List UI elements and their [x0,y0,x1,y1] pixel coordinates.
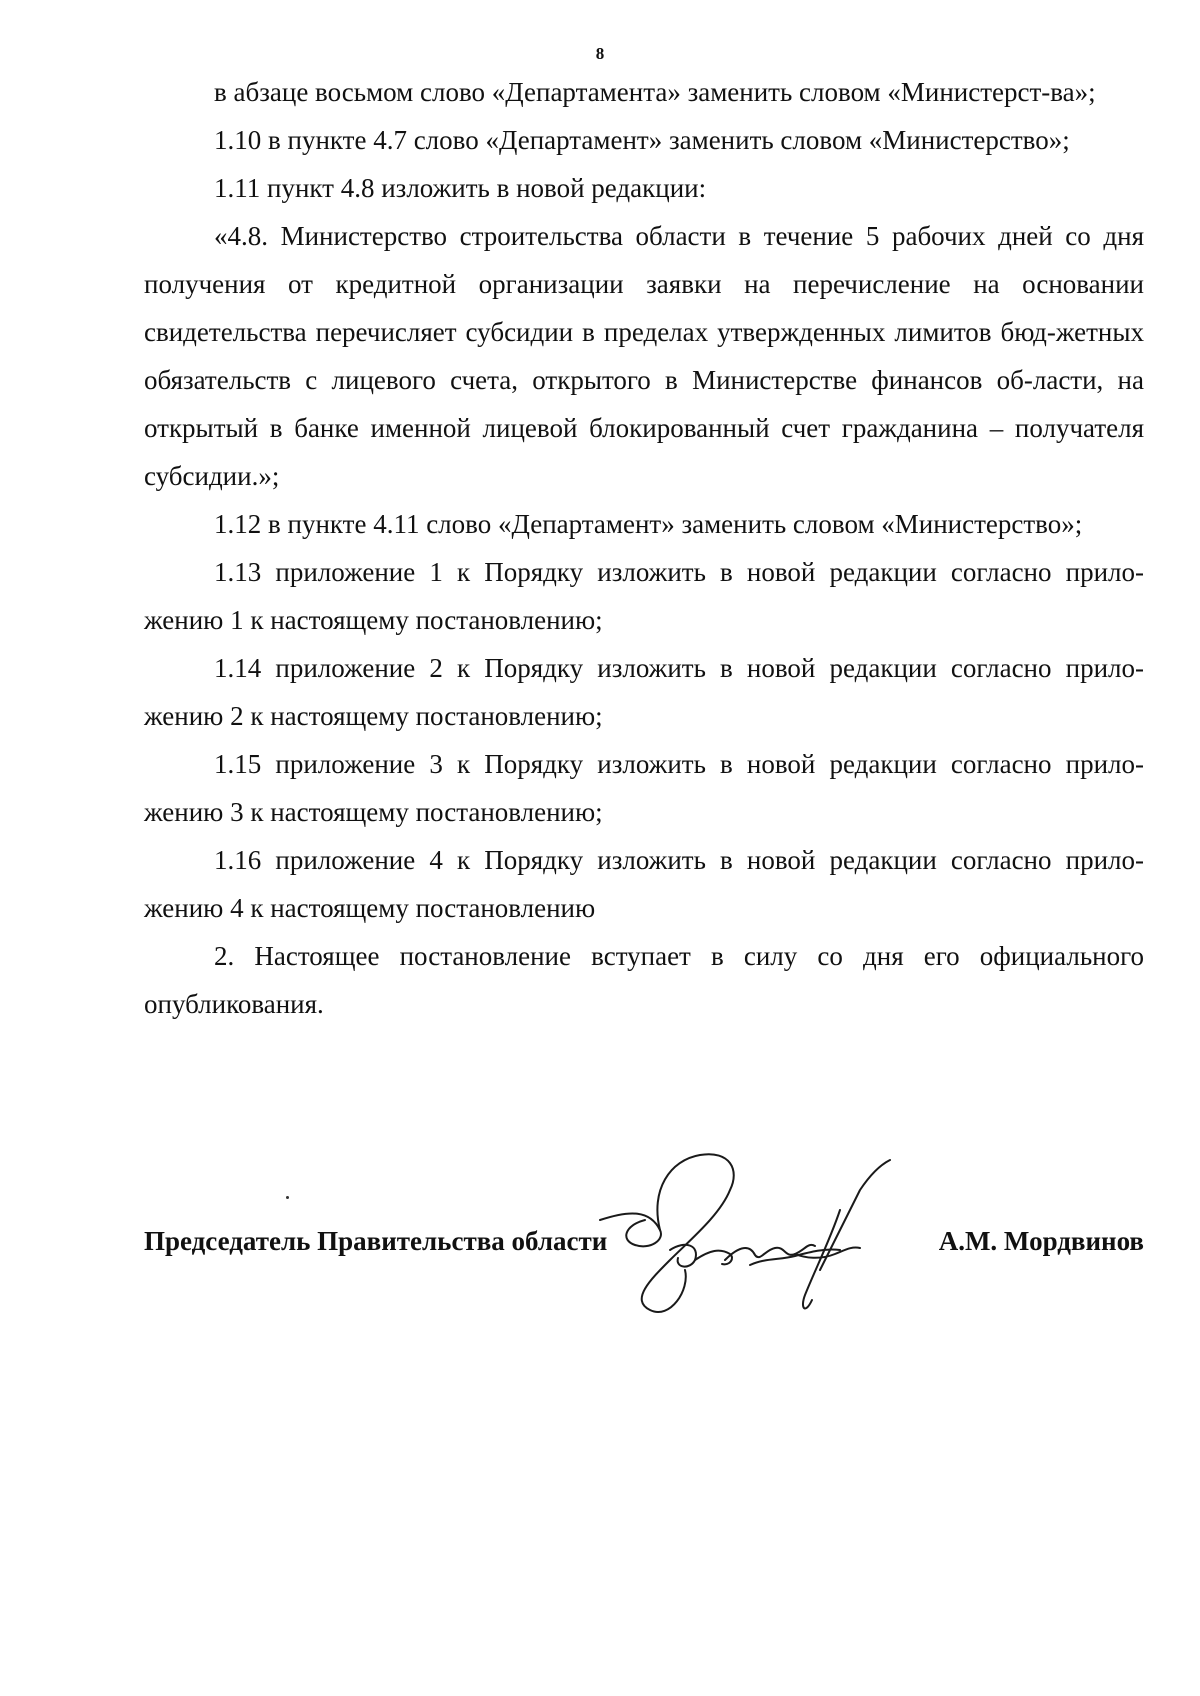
signer-name: А.М. Мордвинов [938,1226,1144,1256]
signer-title: Председатель Правительства области [144,1226,608,1256]
paragraph-4-8-new-text: «4.8. Министерство строительства области в течение 5 рабочих дней со дня получения от кредитной организации заявки на перечисление на основании свидетельства перечисляет субсидии в пределах утвержденных лимитов бюд-жетных обязательств с лицевого счета, открытого в Министерстве финансов об-ласти, на открытый в банке именной лицевой блокированный счет гражданина – получателя субсидии.»; [144,221,1144,491]
handwritten-signature [590,1150,950,1350]
paragraph-1-13: 1.13 приложение 1 к Порядку изложить в новой редакции согласно прило-жению 1 к настоящему постановлению; [144,557,1144,635]
paragraph-1-11: 1.11 пункт 4.8 изложить в новой редакции: [214,173,707,203]
scan-speck [286,1196,289,1199]
paragraph-1-12: 1.12 в пункте 4.11 слово «Департамент» заменить словом «Министерство»; [214,509,1083,539]
paragraph-1-16: 1.16 приложение 4 к Порядку изложить в новой редакции согласно прило-жению 4 к настоящему постановлению [144,845,1144,923]
paragraph-1-14: 1.14 приложение 2 к Порядку изложить в новой редакции согласно прило-жению 2 к настоящему постановлению; [144,653,1144,731]
document-body [144,68,1144,1028]
paragraph-2-effective-date: 2. Настоящее постановление вступает в силу со дня его официального опубликования. [144,941,1144,1019]
paragraph-1-10: 1.10 в пункте 4.7 слово «Департамент» заменить словом «Министерство»; [214,125,1070,155]
paragraph-1-15: 1.15 приложение 3 к Порядку изложить в новой редакции согласно прило-жению 3 к настоящему постановлению; [144,749,1144,827]
page-number: 8 [595,44,605,63]
paragraph-replace-department-word: в абзаце восьмом слово «Департамента» заменить словом «Министерст-ва»; [214,77,1096,107]
